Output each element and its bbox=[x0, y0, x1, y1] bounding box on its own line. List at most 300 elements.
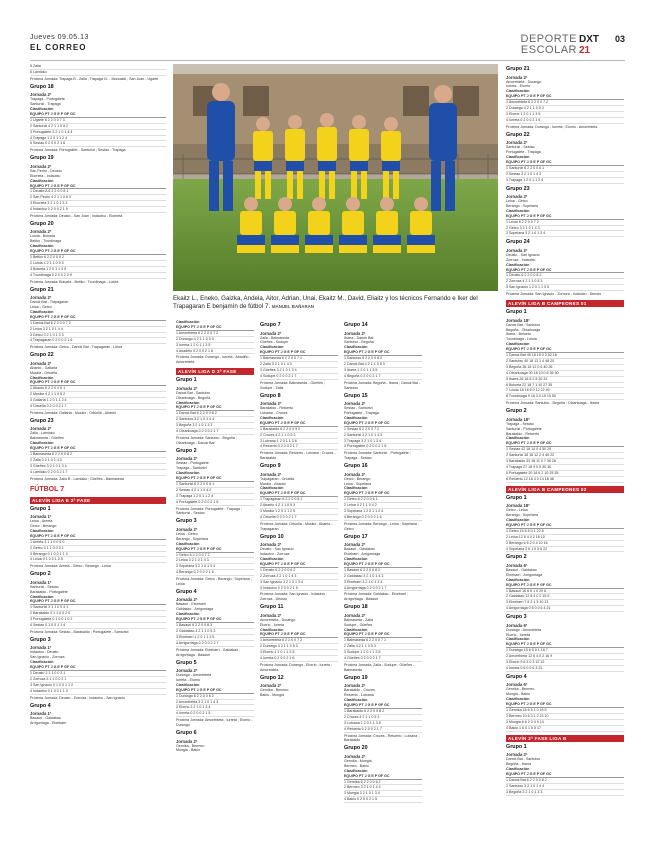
standings-title: Clasificación bbox=[176, 471, 200, 476]
group-heading: Grupo 21 bbox=[506, 66, 530, 72]
table-row: 2 Leioa 3 2 1 0 1 4 3 bbox=[176, 558, 254, 564]
table-header: EQUIPO PT J G E P GF GC bbox=[260, 632, 338, 638]
table-row: 4 Arrigorriaga 0 2 0 0 2 1 7 bbox=[344, 586, 422, 592]
table-header: EQUIPO PT J G E P GF GC bbox=[506, 583, 624, 589]
match-line: Indautxu - Zorroza bbox=[260, 552, 290, 557]
group-heading: Grupo 4 bbox=[30, 702, 51, 709]
match-line: Otxarkoaga - Begoña bbox=[176, 395, 211, 400]
match-line: Santurtzi - Sestao bbox=[506, 145, 535, 150]
table-row: 2 Barakaldo 3 1 1 0 0 2 0 bbox=[30, 611, 166, 617]
table-header: EQUIPO PT J G E P GF GC bbox=[344, 703, 422, 709]
table-header: EQUIPO PT J G E P GF GC bbox=[260, 491, 338, 497]
match-line: Danok Bat - Santutxu bbox=[506, 322, 541, 327]
round-heading: Jornada 2ª bbox=[30, 426, 52, 432]
table-row: 5 Portugalete 20 18 6 2 10 25 35 bbox=[506, 471, 624, 477]
table-row: 6 Retuerto 12 18 4 0 14 18 48 bbox=[506, 477, 624, 483]
group-heading: Grupo 11 bbox=[260, 604, 284, 611]
match-line: Balmaseda - Zalla bbox=[344, 617, 373, 622]
results-column-5 bbox=[506, 64, 624, 844]
table-header: EQUIPO PT J G E P GF GC bbox=[176, 405, 254, 411]
category-banner: ALEVÍN LIGA B CAMPEONES 01 bbox=[506, 300, 624, 307]
table-row: 3 Begoña 3 2 1 0 1 3 3 bbox=[506, 790, 624, 796]
table-row: 4 Indautxu 0 1 0 0 1 1 3 bbox=[30, 689, 166, 695]
table-row: 3 Muskiz 1 2 0 1 1 2 5 bbox=[260, 509, 338, 515]
match-line: Portugalete - Trapaga bbox=[506, 150, 541, 155]
table-row: 2 Santurtzi 3 2 1 0 1 4 3 bbox=[344, 433, 422, 439]
table-row: 4 Ortuella 0 2 0 0 2 1 7 bbox=[260, 515, 338, 521]
round-heading: Jornada 2ª bbox=[176, 385, 198, 391]
table-header: EQUIPO PT J G E P GF GC bbox=[30, 446, 166, 452]
round-heading: Jornada 18ª bbox=[506, 416, 530, 422]
standings-title: Clasificación bbox=[344, 415, 368, 420]
match-line: Sestao - Portugalete bbox=[176, 461, 209, 466]
table-row: 1 Santurtzi 6 2 2 0 0 6 1 bbox=[176, 482, 254, 488]
group-heading: Grupo 3 bbox=[506, 614, 527, 621]
table-row: 2 Santurtzi 38 18 12 2 4 45 22 bbox=[506, 453, 624, 459]
category-banner: ALEVÍN LIGA E 2ª FASE bbox=[30, 497, 166, 504]
table-row: 1 Danok Bat 6 2 2 0 0 8 2 bbox=[176, 411, 254, 417]
table-row: 1 Santurtzi 3 1 1 0 0 4 1 bbox=[30, 605, 166, 611]
standings-title: Clasificación bbox=[344, 768, 368, 773]
round-heading: Jornada 2ª bbox=[30, 163, 52, 169]
table-row: 3 Güeñes 3 2 1 0 1 3 4 bbox=[30, 464, 166, 470]
section-heading-futbol7: FÚTBOL 7 bbox=[30, 485, 65, 493]
match-line: Trapaga - Santurtzi bbox=[176, 466, 207, 471]
round-heading: Jornada 2ª bbox=[506, 194, 528, 199]
next-round: Próxima Jornada: Cruces - Retuerto ; Lutxana - Barakaldo bbox=[344, 733, 420, 743]
newspaper-name: EL CORREO bbox=[30, 43, 87, 52]
table-row: 1 Balmaseda 6 2 2 0 0 7 1 bbox=[344, 638, 422, 644]
table-row: 3 Sopelana 3 2 1 0 1 3 4 bbox=[506, 231, 624, 237]
masthead bbox=[30, 34, 625, 60]
round-heading: Jornada 18ª bbox=[506, 503, 530, 509]
photo-caption bbox=[173, 295, 498, 311]
standings-title: Clasificación bbox=[506, 637, 530, 642]
standings-title: Clasificación bbox=[30, 309, 54, 314]
standings-title: Clasificación bbox=[506, 697, 530, 702]
round-heading: Jornada 2ª bbox=[30, 360, 52, 366]
table-header: EQUIPO PT J G E P GF GC bbox=[260, 562, 338, 568]
match-line: Leioa - Getxo bbox=[176, 531, 198, 536]
next-round: Próxima Jornada: Deusto - Zorroza ; Indautxu - San Ignacio bbox=[30, 695, 126, 700]
table-row: 2 Cruces 4 2 1 1 0 5 3 bbox=[260, 433, 338, 439]
table-row: 3 Berango 6 6 2 0 4 10 16 bbox=[506, 541, 624, 547]
standings-title: Clasificación bbox=[506, 766, 530, 771]
table-header: EQUIPO PT J G E P GF GC bbox=[176, 688, 254, 694]
match-line: Barakaldo - Retuerto bbox=[260, 406, 294, 411]
table-row: 1 Getxo 6 2 2 0 0 7 2 bbox=[176, 553, 254, 559]
match-line: Santurtzi - Trapaga bbox=[30, 102, 61, 107]
dxt-logo bbox=[579, 34, 609, 56]
match-line: Elorrio - Iurreta bbox=[506, 632, 530, 637]
match-line: Iurreta - Elorrio bbox=[176, 677, 200, 682]
table-row: 4 Bakio 0 2 0 0 2 1 5 bbox=[344, 797, 422, 803]
table-row: 1 Getxo 6 2 2 0 0 6 1 bbox=[344, 497, 422, 503]
match-line: Bakio - Mungia bbox=[260, 693, 284, 698]
table-header: EQUIPO PT J G E P GF GC bbox=[506, 523, 624, 529]
standings-title: Clasificación bbox=[260, 486, 284, 491]
match-line: Leioa - Areeta bbox=[30, 519, 53, 524]
table-row: 1 Durango 15 6 5 0 1 18 7 bbox=[506, 648, 624, 654]
round-heading: Jornada 2ª bbox=[344, 401, 366, 407]
match-line: Zalla - Lamiako bbox=[30, 431, 55, 436]
table-header: EQUIPO PT J G E P GF GC bbox=[344, 562, 422, 568]
group-heading: Grupo 14 bbox=[344, 322, 368, 328]
table-row: 2 Galdakao 12 6 4 0 2 15 9 bbox=[506, 594, 624, 600]
group-heading: Grupo 23 bbox=[30, 417, 54, 424]
table-row: 3 Portugalete 3 2 1 0 1 4 4 bbox=[30, 130, 166, 136]
group-heading: Grupo 7 bbox=[260, 322, 281, 328]
section-title-line1: DEPORTE bbox=[520, 33, 577, 45]
table-row: 3 Güeñes 3 2 1 0 1 3 4 bbox=[260, 368, 338, 374]
match-line: Retuerto - Lutxana bbox=[344, 693, 374, 698]
match-line: Abanto - Gallarta bbox=[30, 365, 58, 370]
table-row: 4 Sestao 0 1 0 0 1 1 4 bbox=[30, 623, 166, 629]
page-number: 03 bbox=[614, 34, 625, 44]
table-row: 1 Amorebieta 6 2 2 0 0 7 2 bbox=[260, 638, 338, 644]
next-round: Próxima Jornada: Durango - Iurreta ; Elorrio - Amorebieta bbox=[506, 124, 598, 129]
match-line: Muskiz - Abanto bbox=[260, 481, 286, 486]
table-row: 4 Arrigorriaga 0 6 0 0 6 4 21 bbox=[506, 606, 624, 612]
table-header: EQUIPO PT J G E P GF GC bbox=[344, 632, 422, 638]
table-row: 1 Amorebieta 6 2 2 0 0 7 2 bbox=[506, 100, 624, 106]
table-row: 4 Lamiako 0 2 0 0 2 1 7 bbox=[30, 470, 166, 476]
table-row: 1 Basauri 16 6 5 1 0 20 6 bbox=[506, 589, 624, 595]
match-line: Leioa - Getxo bbox=[506, 199, 528, 203]
table-row: 3 Begoña 3 2 1 0 1 3 3 bbox=[176, 423, 254, 429]
table-header: EQUIPO PT J G E P GF GC bbox=[506, 347, 624, 353]
table-row: 2 Santutxu 40 18 13 1 4 48 20 bbox=[506, 359, 624, 365]
round-heading: Jornada 2ª bbox=[344, 542, 366, 548]
match-line: Leioa - Getxo bbox=[30, 305, 52, 309]
table-row: 4 Güeñes 0 2 0 0 2 1 7 bbox=[344, 656, 422, 662]
group-heading: Grupo 10 bbox=[260, 533, 284, 540]
table-row: 4 Sopelana 3 6 1 0 5 6 22 bbox=[506, 547, 624, 553]
standings-title: Clasificación bbox=[30, 244, 54, 249]
round-heading: Jornada 2ª bbox=[260, 683, 282, 689]
table-header: EQUIPO PT J G E P GF GC bbox=[506, 214, 624, 220]
standings-title: Clasificación bbox=[176, 612, 200, 617]
standings-title: Clasificación bbox=[506, 262, 530, 267]
table-row: 3 Sodupe 1 2 0 1 1 3 5 bbox=[344, 650, 422, 656]
table-row: 3 Sopelana 1 2 0 1 1 2 4 bbox=[344, 509, 422, 515]
match-line: Amorebieta - Durango bbox=[260, 617, 296, 622]
table-row: 4 Iurreta 0 2 0 0 2 1 5 bbox=[176, 711, 254, 717]
match-line: Basauri - Etxebarri bbox=[176, 602, 206, 607]
round-heading: Jornada 1ª bbox=[30, 579, 52, 585]
table-row: 2 Zorroza 4 2 1 1 0 5 3 bbox=[506, 279, 624, 285]
table-header: EQUIPO PT J G E P GF GC bbox=[30, 112, 166, 118]
match-line: San Pedro - Deusto bbox=[30, 168, 62, 173]
table-row: 4 Otxarkoaga 0 2 0 0 2 1 7 bbox=[176, 429, 254, 435]
round-heading: Jornada 2ª bbox=[30, 295, 52, 301]
standings-title: Clasificación bbox=[506, 154, 530, 159]
group-heading: Grupo 18 bbox=[344, 604, 368, 611]
table-row: 3 Elorrio 1 2 0 1 1 3 5 bbox=[506, 112, 624, 118]
table-row: 1 Deusto A 6 2 2 0 0 8 1 bbox=[30, 189, 166, 195]
match-line: Zalla - Balmaseda bbox=[260, 335, 289, 340]
round-heading: Jornada 2ª bbox=[506, 140, 528, 146]
table-row: 3 San Ignacio 1 2 0 1 1 3 5 bbox=[506, 285, 624, 291]
table-header: EQUIPO PT J G E P GF GC bbox=[30, 599, 166, 605]
match-line: Deusto - San Ignacio bbox=[260, 547, 294, 552]
team-photo-illustration bbox=[173, 64, 498, 291]
table-row: 1 Danok Bat 6 2 2 0 0 7 2 bbox=[30, 321, 166, 327]
match-line: Betiko - Txurdinaga bbox=[30, 239, 62, 244]
group-heading: Grupo 21 bbox=[30, 286, 54, 293]
match-line: Barakaldo - Portugalete bbox=[30, 589, 68, 594]
table-row: 4 Iurreta 0 2 0 0 2 1 6 bbox=[506, 118, 624, 124]
table-row: 1 Danok Bat 45 18 15 0 3 52 18 bbox=[506, 353, 624, 359]
table-row: 4 Berango 0 2 0 0 2 1 6 bbox=[176, 570, 254, 576]
round-heading: Jornada 2ª bbox=[344, 612, 366, 618]
table-row: 1 Sestao 6 2 2 0 0 7 2 bbox=[344, 427, 422, 433]
table-row: 4 Portugalete 0 2 0 0 2 1 6 bbox=[344, 444, 422, 450]
match-line: Danok Bat - Santutxu bbox=[176, 390, 211, 395]
match-line: Getxo - Leioa bbox=[506, 508, 528, 513]
table-row: 1 Areeta 3 1 1 0 0 5 0 bbox=[30, 540, 166, 546]
table-row: 1 Barakaldo 6 2 2 0 0 9 2 bbox=[260, 427, 338, 433]
table-header: EQUIPO PT J G E P GF GC bbox=[506, 268, 624, 274]
round-heading: Jornada 2ª bbox=[344, 330, 366, 336]
group-heading: Grupo 20 bbox=[30, 220, 54, 227]
match-line: Trapaga - Portugalete bbox=[30, 97, 65, 102]
table-row: 4 Begoña 0 2 0 0 2 1 7 bbox=[344, 374, 422, 380]
match-line: Getxo - Berango bbox=[344, 476, 371, 481]
standings-title: Clasificación bbox=[30, 441, 54, 446]
match-line: Arrigorriaga - Etxebarri bbox=[30, 720, 67, 725]
table-row: 3 Iurreta 1 2 0 1 1 3 5 bbox=[176, 343, 254, 349]
group-heading: Grupo 6 bbox=[176, 730, 197, 737]
next-round: Próxima Jornada: Etxebarri - Galdakao ; Arrigorriaga - Basauri bbox=[176, 647, 241, 657]
table-row: 6 Lamiako bbox=[30, 70, 166, 76]
table-row: 2 Cruces 4 2 1 1 0 5 3 bbox=[344, 715, 422, 721]
standings-title: Clasificación bbox=[344, 557, 368, 561]
table-row: 2 Bermeo 10 6 3 1 2 13 10 bbox=[506, 714, 624, 720]
match-line: Mungia - Bakio bbox=[506, 692, 530, 697]
table-row: 1 Leioa 6 2 2 0 0 7 2 bbox=[506, 220, 624, 226]
table-row: 2 Durango 4 2 1 1 0 5 3 bbox=[260, 644, 338, 650]
table-row: 3 Gallarta 1 2 0 1 1 2 4 bbox=[30, 398, 166, 404]
table-row: 3 Getxo 3 2 1 0 1 3 3 bbox=[30, 333, 166, 339]
table-header: EQUIPO PT J G E P GF GC bbox=[506, 772, 624, 778]
next-round: Próxima Jornada: San Ignacio - Zorroza ; Indautxu - Deusto bbox=[506, 292, 602, 297]
table-row: 1 Deusto 3 1 1 0 0 3 1 bbox=[30, 671, 166, 677]
standings-title: Clasificación bbox=[30, 178, 54, 183]
round-heading: Jornada 2ª bbox=[344, 753, 366, 759]
table-row: 3 Bolueta 1 2 0 1 1 3 5 bbox=[30, 267, 166, 273]
match-line: Sestao - Santurtzi bbox=[344, 406, 373, 411]
header-rule bbox=[30, 60, 625, 61]
round-heading: Jornada 6ª bbox=[506, 562, 528, 568]
table-row: 2 Leioa 12 6 4 0 2 18 10 bbox=[506, 535, 624, 541]
table-row: 2 Durango 4 2 1 1 0 5 3 bbox=[506, 106, 624, 112]
next-round: Próxima Jornada: Portugalete - Santurtzi ; Sestao - Trapaga bbox=[30, 148, 126, 153]
round-heading: Jornada 2ª bbox=[506, 752, 528, 758]
round-heading: Jornada 2ª bbox=[260, 542, 282, 548]
next-round: Próxima Jornada: Durango - Elorrio ; Iurreta - Amorebieta bbox=[260, 663, 333, 672]
table-row: 3 Trapaga 1 2 0 1 1 2 4 bbox=[176, 494, 254, 500]
group-heading: Grupo 22 bbox=[506, 131, 530, 138]
table-row: 2 Loiola 4 2 1 1 0 5 3 bbox=[30, 261, 166, 267]
group-heading: Grupo 1 bbox=[506, 309, 527, 316]
next-round: Próxima Jornada: Retuerto - Lutxana ; Cruces - Barakaldo bbox=[260, 451, 336, 461]
section-title-line2: ESCOLAR bbox=[520, 44, 577, 56]
team-photo bbox=[173, 64, 498, 291]
group-heading: Grupo 8 bbox=[260, 392, 281, 399]
table-row: 2 Abanto 4 2 1 1 0 5 3 bbox=[260, 503, 338, 509]
match-line: Durango - Amorebieta bbox=[176, 673, 212, 677]
match-line: Ibarra - Bolueta bbox=[506, 332, 531, 337]
table-header: EQUIPO PT J G E P GF GC bbox=[506, 441, 624, 447]
table-row: 3 Etxebarri 1 2 0 1 1 3 5 bbox=[176, 635, 254, 641]
standings-title: Clasificación bbox=[344, 345, 368, 350]
group-heading: Grupo 2 bbox=[30, 571, 51, 578]
round-heading: Jornada 2ª bbox=[176, 668, 198, 673]
standings-title: Clasificación bbox=[30, 375, 54, 380]
match-line: Basauri - Galdakao bbox=[506, 567, 537, 572]
standings-title: Clasificación bbox=[506, 517, 530, 522]
category-banner: ALEVÍN LIGA D 2ª FASE bbox=[176, 368, 254, 375]
table-row: 2 Galdakao 4 2 1 1 0 5 3 bbox=[176, 629, 254, 635]
next-round: Próxima Jornada: Bolueta - Betiko ; Txurdinaga - Loiola bbox=[30, 279, 119, 284]
table-row: 2 San Pedro 4 2 1 1 0 6 3 bbox=[30, 195, 166, 201]
table-row: 3 Etxebarri 3 2 1 0 1 3 4 bbox=[344, 580, 422, 586]
group-heading: Grupo 4 bbox=[506, 673, 527, 680]
group-heading: Grupo 2 bbox=[506, 408, 527, 415]
round-heading: Jornada 2ª bbox=[260, 612, 282, 618]
next-round: Próxima Jornada: Zalla - Sodupe ; Güeñes - Balmaseda bbox=[344, 663, 415, 672]
standings-title: Clasificación bbox=[260, 345, 284, 350]
table-row: 3 Sopelana 3 2 1 0 1 3 4 bbox=[176, 564, 254, 570]
round-heading: Jornada 18ª bbox=[506, 317, 530, 323]
match-line: Balmaseda - Güeñes bbox=[30, 436, 64, 441]
next-round: Próxima Jornada: Berango - Leioa ; Sopelana - Getxo bbox=[344, 521, 420, 531]
category-banner: ALEVÍN 2ª FASE LIGA B bbox=[506, 735, 624, 742]
next-round: Próxima Jornada: Ortuella - Muskiz ; Abanto - Trapagaran bbox=[260, 521, 333, 531]
table-row: 2 Amorebieta 3 2 1 0 1 4 3 bbox=[176, 700, 254, 706]
table-row: 4 Retuerto 0 2 0 0 2 1 7 bbox=[260, 444, 338, 450]
match-line: Berango - Sopelana bbox=[506, 513, 538, 518]
group-heading: Grupo 4 bbox=[176, 588, 197, 595]
round-heading: Jornada 2ª bbox=[260, 330, 282, 336]
round-heading: Jornada 1ª bbox=[30, 514, 52, 520]
standings-title: Clasificación bbox=[506, 89, 530, 94]
match-line: Elorrio - Iurreta bbox=[260, 622, 284, 627]
table-header: EQUIPO PT J G E P GF GC bbox=[176, 476, 254, 482]
standings-title: Clasificación bbox=[260, 627, 284, 632]
round-heading: Jornada 2ª bbox=[176, 526, 198, 532]
standings-title: Clasificación bbox=[260, 557, 284, 561]
table-row: 4 Leioa 0 1 0 0 1 0 5 bbox=[30, 557, 166, 563]
table-row: 1 Basauri 6 2 2 0 0 8 3 bbox=[176, 623, 254, 629]
table-row: 4 Trapagaran 0 2 0 0 2 1 6 bbox=[30, 338, 166, 344]
match-line: Deusto - San Ignacio bbox=[506, 252, 540, 257]
table-row: 2 Zalla 3 2 1 0 1 4 3 bbox=[260, 362, 338, 368]
group-heading: Grupo 16 bbox=[344, 463, 368, 470]
round-heading: Jornada 1ª bbox=[30, 645, 52, 651]
next-round: Próxima Jornada: Begoña - Ibarra ; Danok Bat - Santutxu bbox=[344, 380, 421, 390]
standings-title: Clasificación bbox=[176, 400, 200, 405]
match-line: Loiola - Bolueta bbox=[30, 234, 55, 239]
table-row: 2 Bermeo 3 2 1 0 1 4 3 bbox=[344, 785, 422, 791]
match-line: Berango - Sopelana bbox=[506, 203, 538, 208]
table-header: EQUIPO PT J G E P GF GC bbox=[30, 380, 166, 386]
table-row: 1 Basauri 6 2 2 0 0 8 2 bbox=[344, 568, 422, 574]
table-row: 3 San Ignacio 0 1 0 0 1 1 2 bbox=[30, 683, 166, 689]
match-line: Bermeo - Bakio bbox=[344, 763, 369, 768]
match-line: Getxo - Berango bbox=[30, 523, 57, 528]
round-heading: Jornada 2ª bbox=[176, 597, 198, 603]
group-heading: Grupo 1 bbox=[30, 505, 51, 512]
match-line: Basauri - Galdakao bbox=[30, 716, 61, 721]
standings-title: Clasificación bbox=[344, 627, 368, 632]
table-row: 4 Berango 0 2 0 0 2 1 6 bbox=[344, 515, 422, 521]
table-row: 3 Begoña 36 18 12 0 6 40 26 bbox=[506, 365, 624, 371]
group-heading: Grupo 22 bbox=[30, 352, 54, 359]
round-heading: Jornada 6ª bbox=[506, 682, 528, 688]
table-row: 4 Ortuella 0 2 0 0 2 1 7 bbox=[30, 404, 166, 410]
table-row: 3 Barakaldo 33 18 11 0 7 38 28 bbox=[506, 459, 624, 465]
table-row: 2 Amorebieta 12 6 4 0 2 16 9 bbox=[506, 654, 624, 660]
next-round: Próxima Jornada: San Ignacio - Indautxu ; Zorroza - Deusto bbox=[260, 592, 328, 602]
match-line: Portugalete - Trapaga bbox=[344, 410, 379, 415]
group-heading: Grupo 3 bbox=[176, 518, 197, 525]
group-heading: Grupo 1 bbox=[506, 494, 527, 501]
standings-title: Clasificación bbox=[176, 320, 200, 324]
table-row: 1 Amorebieta 6 2 2 0 0 7 2 bbox=[176, 331, 254, 337]
table-row: 4 Otxarkoaga 30 18 10 0 8 35 30 bbox=[506, 371, 624, 377]
table-row: 2 Durango 4 2 1 1 0 5 3 bbox=[176, 337, 254, 343]
table-row: 3 Trapaga 3 2 1 0 1 3 4 bbox=[344, 439, 422, 445]
group-heading: Grupo 18 bbox=[30, 83, 54, 90]
table-row: 1 Betiko 6 2 2 0 0 9 2 bbox=[30, 255, 166, 261]
match-line: Amorebieta - Durango bbox=[506, 79, 542, 84]
results-column-2 bbox=[176, 320, 254, 845]
table-row: 3 Elorrio 9 6 3 0 3 12 12 bbox=[506, 660, 624, 666]
table-row: 1 Deusto 6 2 2 0 0 8 2 bbox=[506, 273, 624, 279]
match-line: Barakaldo - Retuerto bbox=[506, 431, 540, 436]
match-line: Gernika - Bermeo bbox=[506, 687, 535, 692]
next-round: Próxima Jornada: Deusto - San Juan ; Indautxu - Elorrieta bbox=[30, 214, 123, 219]
group-heading: Grupo 3 bbox=[30, 636, 51, 643]
table-header: EQUIPO PT J G E P GF GC bbox=[506, 160, 624, 166]
round-heading: Jornada 2ª bbox=[30, 229, 52, 235]
match-line: Mungia - Bakio bbox=[176, 748, 200, 753]
group-heading: Grupo 20 bbox=[344, 745, 368, 752]
table-header: EQUIPO PT J G E P GF GC bbox=[176, 547, 254, 553]
match-line: Begoña - Otxarkoaga bbox=[506, 327, 541, 332]
table-row: 1 Getxo 15 6 5 0 1 22 8 bbox=[506, 529, 624, 535]
table-header: EQUIPO PT J G E P GF GC bbox=[344, 491, 422, 497]
match-line: Gernika - Bermeo bbox=[260, 688, 289, 693]
results-column-3 bbox=[260, 320, 338, 845]
table-header: EQUIPO PT J G E P GF GC bbox=[344, 350, 422, 356]
table-row: 5 Ibarra 26 18 8 2 8 30 31 bbox=[506, 377, 624, 383]
table-row: 4 Abadiño 0 2 0 0 2 1 6 bbox=[176, 349, 254, 355]
match-line: Begoña - Ibarra bbox=[506, 762, 531, 767]
round-heading: Jornada 2ª bbox=[506, 247, 528, 253]
match-line: Trapaga - Sestao bbox=[506, 421, 534, 426]
next-round: Próxima Jornada: Balmaseda - Güeñes ; Sodupe - Zalla bbox=[260, 380, 325, 390]
standings-title: Clasificación bbox=[344, 698, 368, 703]
table-row: 2 Santutxu 3 2 1 0 1 4 4 bbox=[176, 417, 254, 423]
table-header: EQUIPO PT J G E P GF GC bbox=[260, 421, 338, 427]
next-round: Próxima Jornada: Sestao - Barakaldo ; Portugalete - Santurtzi bbox=[30, 629, 129, 634]
table-row: 5 Zalla bbox=[30, 64, 166, 70]
table-row: 1 Gernika 6 2 2 0 0 6 2 bbox=[344, 780, 422, 786]
group-heading: Grupo 1 bbox=[506, 743, 527, 750]
